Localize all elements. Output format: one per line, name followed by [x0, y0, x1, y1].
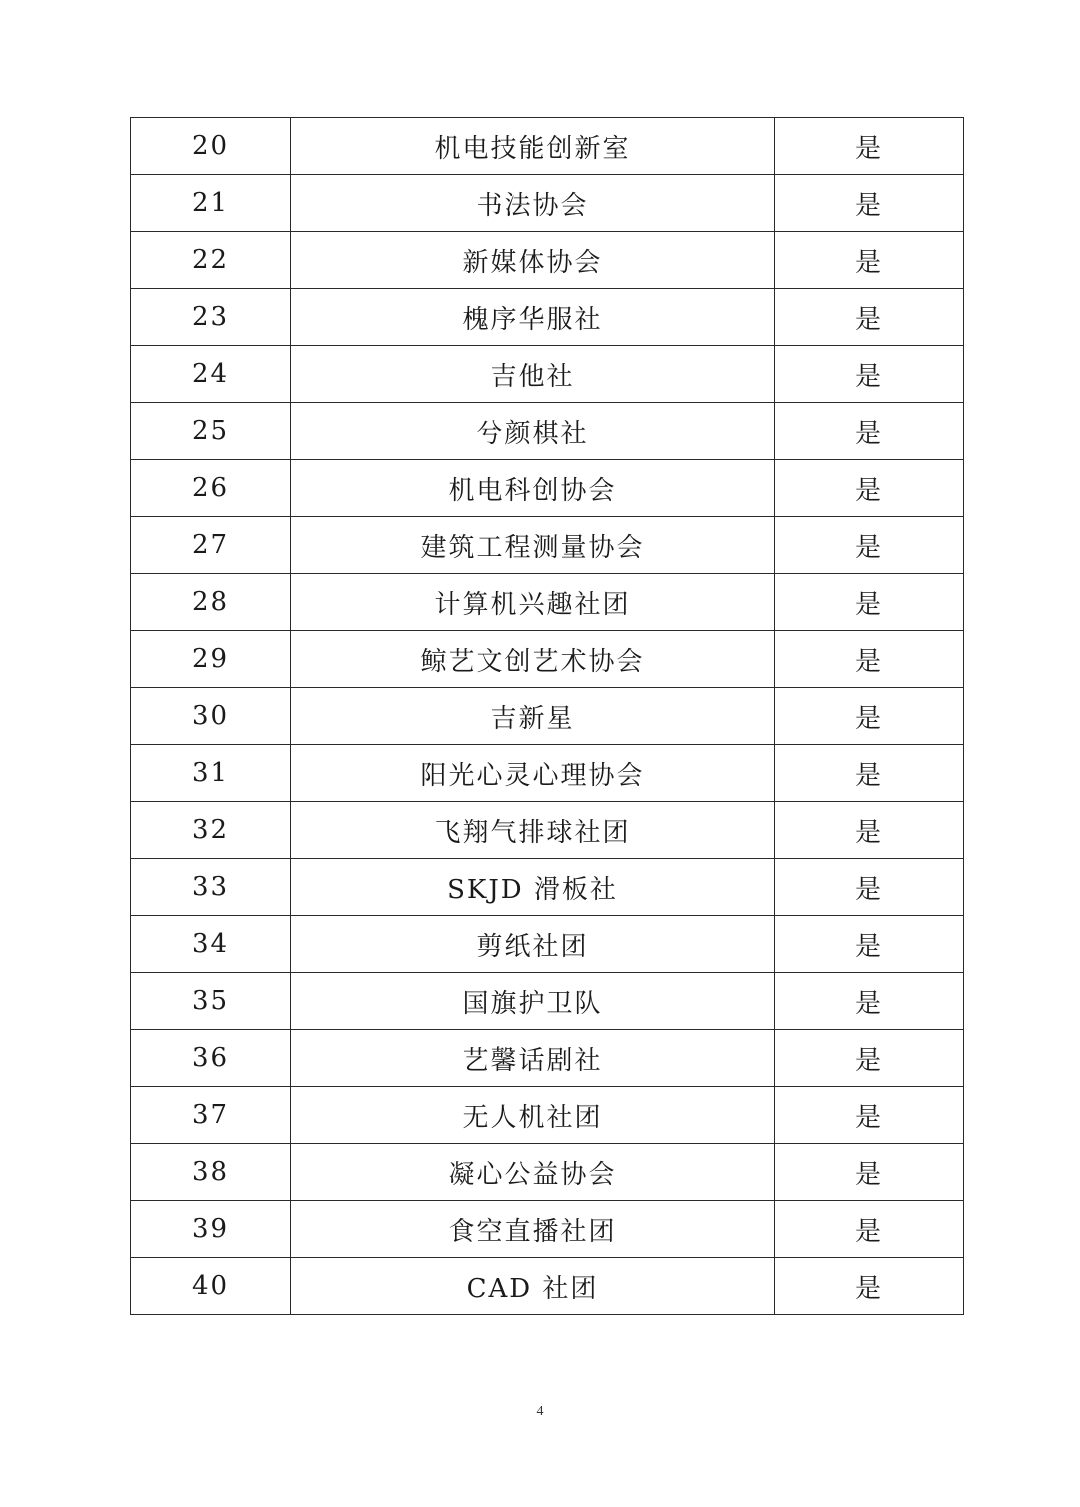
- club-name-cell: 鲸艺文创艺术协会: [291, 631, 775, 688]
- status-cell: 是: [775, 403, 964, 460]
- row-number-cell: 24: [131, 346, 291, 403]
- row-number-cell: 22: [131, 232, 291, 289]
- table-row: [131, 631, 964, 688]
- club-name-cell: 阳光心灵心理协会: [291, 745, 775, 802]
- club-name-cell: 吉他社: [291, 346, 775, 403]
- status-cell: 是: [775, 859, 964, 916]
- row-number-cell: 21: [131, 175, 291, 232]
- table-row: [131, 802, 964, 859]
- row-number-cell: 29: [131, 631, 291, 688]
- row-number-cell: 40: [131, 1258, 291, 1315]
- club-name-cell: CAD 社团: [291, 1258, 775, 1315]
- status-cell: 是: [775, 574, 964, 631]
- club-table-body: [131, 118, 964, 1315]
- table-row: [131, 1258, 964, 1315]
- status-cell: 是: [775, 916, 964, 973]
- club-name-cell: 无人机社团: [291, 1087, 775, 1144]
- status-cell: 是: [775, 118, 964, 175]
- status-cell: 是: [775, 1030, 964, 1087]
- row-number-cell: 23: [131, 289, 291, 346]
- club-name-cell: 兮颜棋社: [291, 403, 775, 460]
- club-name-cell: SKJD 滑板社: [291, 859, 775, 916]
- table-row: [131, 118, 964, 175]
- row-number-cell: 31: [131, 745, 291, 802]
- status-cell: 是: [775, 745, 964, 802]
- status-cell: 是: [775, 460, 964, 517]
- table-row: [131, 1144, 964, 1201]
- row-number-cell: 37: [131, 1087, 291, 1144]
- table-row: [131, 232, 964, 289]
- status-cell: 是: [775, 1258, 964, 1315]
- status-cell: 是: [775, 631, 964, 688]
- table-row: [131, 1030, 964, 1087]
- table-row: [131, 289, 964, 346]
- row-number-cell: 33: [131, 859, 291, 916]
- row-number-cell: 38: [131, 1144, 291, 1201]
- status-cell: 是: [775, 517, 964, 574]
- table-row: [131, 916, 964, 973]
- club-name-cell: 国旗护卫队: [291, 973, 775, 1030]
- row-number-cell: 27: [131, 517, 291, 574]
- table-row: [131, 517, 964, 574]
- table-row: [131, 973, 964, 1030]
- table-row: [131, 346, 964, 403]
- table-row: [131, 175, 964, 232]
- row-number-cell: 34: [131, 916, 291, 973]
- row-number-cell: 20: [131, 118, 291, 175]
- page-number: 4: [536, 1404, 544, 1419]
- row-number-cell: 25: [131, 403, 291, 460]
- club-name-cell: 机电技能创新室: [291, 118, 775, 175]
- table-row: [131, 403, 964, 460]
- status-cell: 是: [775, 802, 964, 859]
- status-cell: 是: [775, 175, 964, 232]
- table-row: [131, 1087, 964, 1144]
- club-name-cell: 新媒体协会: [291, 232, 775, 289]
- club-name-cell: 艺馨话剧社: [291, 1030, 775, 1087]
- club-name-cell: 书法协会: [291, 175, 775, 232]
- club-name-cell: 机电科创协会: [291, 460, 775, 517]
- club-table: [130, 117, 964, 1315]
- club-name-cell: 凝心公益协会: [291, 1144, 775, 1201]
- status-cell: 是: [775, 346, 964, 403]
- row-number-cell: 32: [131, 802, 291, 859]
- status-cell: 是: [775, 1087, 964, 1144]
- table-row: [131, 745, 964, 802]
- row-number-cell: 39: [131, 1201, 291, 1258]
- row-number-cell: 30: [131, 688, 291, 745]
- row-number-cell: 35: [131, 973, 291, 1030]
- row-number-cell: 36: [131, 1030, 291, 1087]
- club-name-cell: 飞翔气排球社团: [291, 802, 775, 859]
- club-name-cell: 建筑工程测量协会: [291, 517, 775, 574]
- table-row: [131, 574, 964, 631]
- club-name-cell: 食空直播社团: [291, 1201, 775, 1258]
- table-row: [131, 1201, 964, 1258]
- club-name-cell: 槐序华服社: [291, 289, 775, 346]
- status-cell: 是: [775, 973, 964, 1030]
- club-name-cell: 计算机兴趣社团: [291, 574, 775, 631]
- row-number-cell: 28: [131, 574, 291, 631]
- row-number-cell: 26: [131, 460, 291, 517]
- status-cell: 是: [775, 1201, 964, 1258]
- table-row: [131, 460, 964, 517]
- table-row: [131, 859, 964, 916]
- table-row: [131, 688, 964, 745]
- status-cell: 是: [775, 289, 964, 346]
- status-cell: 是: [775, 688, 964, 745]
- club-name-cell: 吉新星: [291, 688, 775, 745]
- status-cell: 是: [775, 232, 964, 289]
- status-cell: 是: [775, 1144, 964, 1201]
- club-name-cell: 剪纸社团: [291, 916, 775, 973]
